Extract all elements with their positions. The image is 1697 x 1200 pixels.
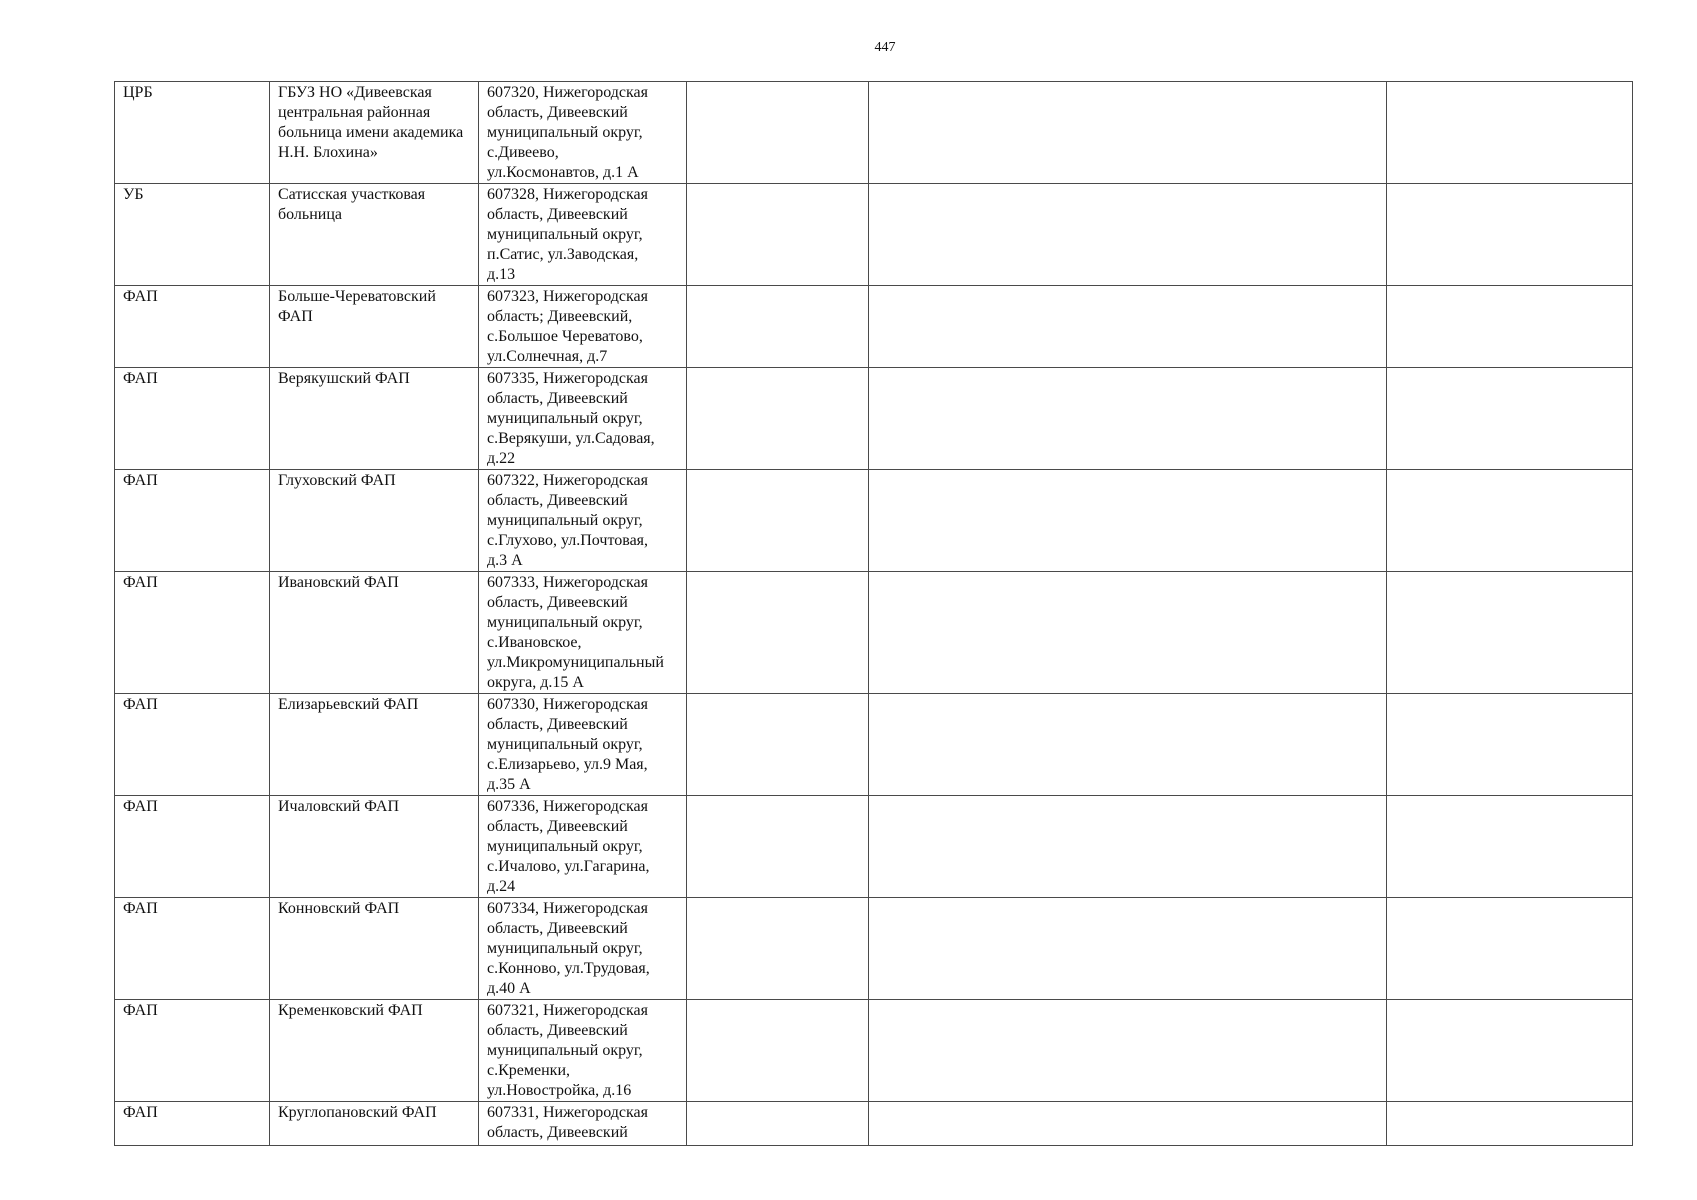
table-row: [115, 470, 1633, 572]
facility-type-cell: ФАП: [115, 368, 270, 470]
table-row: [115, 572, 1633, 694]
facility-address-cell: 607333, Нижегородская область, Дивеевский муниципальный округ, с.Ивановское, ул.Микромуниципальный округа, д.15 А: [479, 572, 687, 694]
page-number: 447: [874, 40, 896, 55]
empty-cell: [687, 368, 869, 470]
table-row: [115, 796, 1633, 898]
facility-type-cell: ФАП: [115, 694, 270, 796]
facility-type-cell: ФАП: [115, 572, 270, 694]
empty-cell: [869, 82, 1387, 184]
facility-address-cell: 607334, Нижегородская область, Дивеевский муниципальный округ, с.Конново, ул.Трудовая, д.40 А: [479, 898, 687, 1000]
empty-cell: [869, 368, 1387, 470]
empty-cell: [1387, 1000, 1633, 1102]
table-row: [115, 694, 1633, 796]
facility-type-cell: ЦРБ: [115, 82, 270, 184]
facility-type-cell: ФАП: [115, 470, 270, 572]
table-row: [115, 898, 1633, 1000]
facility-name-cell: Глуховский ФАП: [270, 470, 479, 572]
facility-address-cell: 607328, Нижегородская область, Дивеевский муниципальный округ, п.Сатис, ул.Заводская, д.13: [479, 184, 687, 286]
empty-cell: [1387, 796, 1633, 898]
facility-type-cell: ФАП: [115, 286, 270, 368]
empty-cell: [1387, 470, 1633, 572]
empty-cell: [869, 1000, 1387, 1102]
empty-cell: [1387, 1102, 1633, 1146]
empty-cell: [869, 898, 1387, 1000]
table-row: [115, 82, 1633, 184]
table-row: [115, 184, 1633, 286]
empty-cell: [869, 694, 1387, 796]
table-row: [115, 1000, 1633, 1102]
empty-cell: [1387, 82, 1633, 184]
facility-address-cell: 607331, Нижегородская область, Дивеевский: [479, 1102, 687, 1146]
empty-cell: [687, 898, 869, 1000]
empty-cell: [1387, 898, 1633, 1000]
empty-cell: [869, 184, 1387, 286]
empty-cell: [1387, 286, 1633, 368]
empty-cell: [869, 572, 1387, 694]
facility-type-cell: ФАП: [115, 796, 270, 898]
facility-type-cell: УБ: [115, 184, 270, 286]
facility-name-cell: Конновский ФАП: [270, 898, 479, 1000]
empty-cell: [1387, 184, 1633, 286]
facilities-table: [114, 81, 1633, 1146]
empty-cell: [687, 796, 869, 898]
facility-type-cell: ФАП: [115, 1102, 270, 1146]
facility-address-cell: 607330, Нижегородская область, Дивеевский муниципальный округ, с.Елизарьево, ул.9 Мая, д.35 А: [479, 694, 687, 796]
facility-address-cell: 607321, Нижегородская область, Дивеевский муниципальный округ, с.Кременки, ул.Новостройка, д.16: [479, 1000, 687, 1102]
facility-name-cell: Ичаловский ФАП: [270, 796, 479, 898]
empty-cell: [869, 286, 1387, 368]
facility-name-cell: Круглопановский ФАП: [270, 1102, 479, 1146]
facility-name-cell: Верякушский ФАП: [270, 368, 479, 470]
empty-cell: [869, 470, 1387, 572]
empty-cell: [687, 286, 869, 368]
empty-cell: [1387, 572, 1633, 694]
facility-name-cell: Ивановский ФАП: [270, 572, 479, 694]
facility-name-cell: Елизарьевский ФАП: [270, 694, 479, 796]
empty-cell: [687, 82, 869, 184]
empty-cell: [687, 184, 869, 286]
facility-name-cell: ГБУЗ НО «Дивеевская центральная районная больница имени академика Н.Н. Блохина»: [270, 82, 479, 184]
table-row: [115, 286, 1633, 368]
facilities-table-body: [115, 82, 1633, 1146]
facility-address-cell: 607322, Нижегородская область, Дивеевский муниципальный округ, с.Глухово, ул.Почтовая, д.3 А: [479, 470, 687, 572]
empty-cell: [687, 1000, 869, 1102]
empty-cell: [1387, 368, 1633, 470]
empty-cell: [869, 1102, 1387, 1146]
facility-name-cell: Сатисская участковая больница: [270, 184, 479, 286]
table-row: [115, 1102, 1633, 1146]
empty-cell: [687, 572, 869, 694]
empty-cell: [687, 470, 869, 572]
facility-name-cell: Больше-Череватовский ФАП: [270, 286, 479, 368]
facility-address-cell: 607323, Нижегородская область; Дивеевский, с.Большое Череватово, ул.Солнечная, д.7: [479, 286, 687, 368]
facility-type-cell: ФАП: [115, 898, 270, 1000]
facility-address-cell: 607320, Нижегородская область, Дивеевский муниципальный округ, с.Дивеево, ул.Космонавтов, д.1 А: [479, 82, 687, 184]
empty-cell: [687, 1102, 869, 1146]
facility-type-cell: ФАП: [115, 1000, 270, 1102]
empty-cell: [687, 694, 869, 796]
empty-cell: [869, 796, 1387, 898]
facility-address-cell: 607336, Нижегородская область, Дивеевский муниципальный округ, с.Ичалово, ул.Гагарина, д.24: [479, 796, 687, 898]
table-row: [115, 368, 1633, 470]
empty-cell: [1387, 694, 1633, 796]
facility-address-cell: 607335, Нижегородская область, Дивеевский муниципальный округ, с.Верякуши, ул.Садовая, д.22: [479, 368, 687, 470]
facility-name-cell: Кременковский ФАП: [270, 1000, 479, 1102]
